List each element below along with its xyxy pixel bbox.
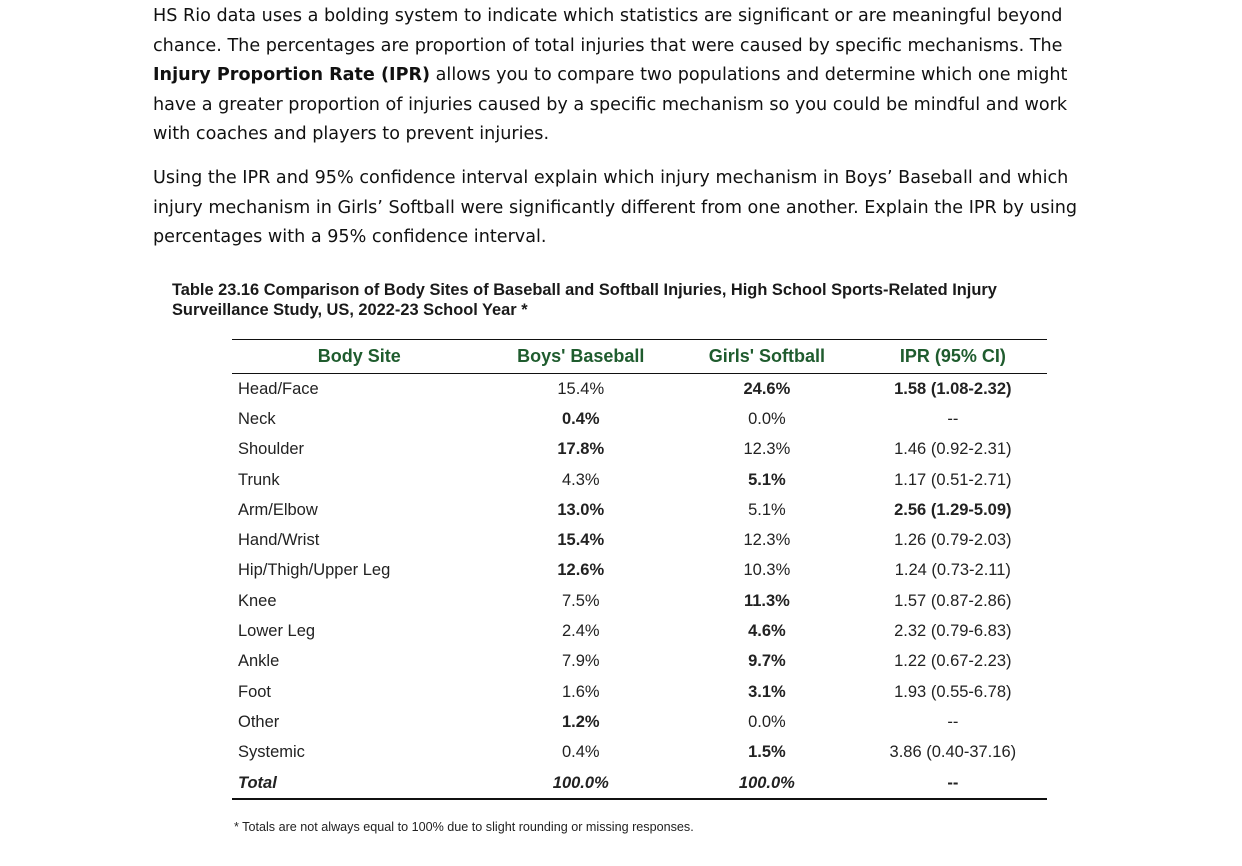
table-row [232, 647, 1047, 677]
table-row [232, 616, 1047, 646]
cell-girls-softball: 3.1% [748, 682, 786, 701]
table-row [232, 707, 1047, 737]
header-body-site: Body Site [232, 340, 486, 374]
cell-body-site: Knee [238, 591, 277, 610]
total-cell-body-site: Total [232, 768, 486, 799]
cell-ipr: 2.56 (1.29-5.09) [894, 500, 1012, 519]
cell-ipr: 1.26 (0.79-2.03) [894, 531, 1012, 550]
cell-girls-softball: 11.3% [743, 591, 790, 610]
cell-ipr: 1.46 (0.92-2.31) [894, 440, 1012, 459]
table-row [232, 738, 1047, 768]
question-paragraph: Using the IPR and 95% confidence interval explain which injury mechanism in Boys’ Baseball and which injury mechanism in Girls’ Softball were significantly different from one another. Explain the IPR by using percentages with a 95% confidence interval. [153, 168, 1078, 247]
cell-body-site: Trunk [238, 470, 280, 489]
table-row [232, 404, 1047, 434]
table-row [232, 586, 1047, 616]
cell-body-site: Hip/Thigh/Upper Leg [238, 561, 391, 580]
header-row [232, 340, 1047, 374]
cell-ipr: -- [947, 712, 959, 731]
cell-body-site: Lower Leg [238, 622, 316, 641]
cell-ipr: 1.93 (0.55-6.78) [894, 682, 1012, 701]
cell-body-site: Other [238, 712, 280, 731]
cell-boys-baseball: 7.9% [561, 652, 600, 671]
cell-boys-baseball: 2.4% [561, 622, 600, 641]
body-site-table [232, 339, 1047, 800]
table-footnote: * Totals are not always equal to 100% due to slight rounding or missing responses. [234, 820, 694, 834]
header-ipr: IPR (95% CI) [859, 340, 1047, 374]
cell-ipr: -- [947, 409, 959, 428]
total-cell-ipr: -- [859, 768, 1047, 799]
table-header [232, 340, 1047, 374]
table-row [232, 465, 1047, 495]
cell-boys-baseball: 0.4% [561, 409, 600, 428]
intro-paragraph [153, 2, 1093, 150]
cell-body-site: Arm/Elbow [238, 500, 318, 519]
cell-boys-baseball: 17.8% [557, 440, 605, 459]
cell-girls-softball: 0.0% [748, 409, 786, 428]
table-row [232, 374, 1047, 405]
table-title: Table 23.16 Comparison of Body Sites of Baseball and Softball Injuries, High School Sports-Related Injury Surveillance Study, US, 2022-23 School Year * [172, 281, 997, 319]
cell-body-site: Head/Face [238, 379, 319, 398]
cell-girls-softball: 1.5% [748, 743, 786, 762]
cell-girls-softball: 12.3% [743, 531, 791, 550]
total-cell-girls-softball: 100.0% [675, 768, 859, 799]
cell-body-site: Hand/Wrist [238, 531, 320, 550]
cell-ipr: 2.32 (0.79-6.83) [894, 622, 1012, 641]
intro-text-after: allows you to compare two populations and determine which one might have a greater proportion of injuries caused by a specific mechanism so you could be mindful and work with coaches and players to prevent injuries. [153, 65, 1068, 144]
cell-girls-softball: 12.3% [743, 440, 791, 459]
cell-boys-baseball: 15.4% [557, 379, 605, 398]
total-cell-boys-baseball: 100.0% [486, 768, 675, 799]
cell-girls-softball: 0.0% [748, 712, 786, 731]
total-row [232, 768, 1047, 799]
cell-boys-baseball: 7.5% [561, 591, 600, 610]
cell-girls-softball: 24.6% [743, 379, 791, 398]
cell-boys-baseball: 1.6% [561, 682, 600, 701]
cell-boys-baseball: 12.6% [557, 561, 605, 580]
header-girls-softball: Girls' Softball [675, 340, 859, 374]
ipr-term: Injury Proportion Rate (IPR) [153, 65, 431, 85]
cell-body-site: Foot [238, 682, 272, 701]
cell-body-site: Systemic [238, 743, 305, 762]
cell-boys-baseball: 1.2% [561, 712, 600, 731]
cell-girls-softball: 5.1% [748, 470, 786, 489]
cell-girls-softball: 10.3% [743, 561, 791, 580]
table-row [232, 525, 1047, 555]
cell-body-site: Neck [238, 409, 276, 428]
intro-text-before: HS Rio data uses a bolding system to indicate which statistics are significant or are meaningful beyond chance. The percentages are proportion of total injuries that were caused by specific mechanisms. The [153, 6, 1063, 56]
cell-girls-softball: 9.7% [748, 652, 786, 671]
cell-ipr: 1.17 (0.51-2.71) [894, 470, 1012, 489]
table-row [232, 677, 1047, 707]
cell-ipr: 1.57 (0.87-2.86) [894, 591, 1012, 610]
cell-ipr: 1.58 (1.08-2.32) [894, 379, 1012, 398]
cell-body-site: Ankle [238, 652, 280, 671]
cell-girls-softball: 4.6% [748, 622, 786, 641]
cell-girls-softball: 5.1% [748, 500, 786, 519]
cell-boys-baseball: 13.0% [557, 500, 605, 519]
table-body [232, 374, 1047, 800]
table-row [232, 435, 1047, 465]
cell-boys-baseball: 15.4% [557, 531, 605, 550]
cell-boys-baseball: 4.3% [561, 470, 600, 489]
cell-ipr: 3.86 (0.40-37.16) [889, 743, 1017, 762]
cell-ipr: 1.22 (0.67-2.23) [894, 652, 1012, 671]
table-row [232, 556, 1047, 586]
header-boys-baseball: Boys' Baseball [486, 340, 675, 374]
table-row [232, 495, 1047, 525]
cell-boys-baseball: 0.4% [561, 743, 600, 762]
cell-body-site: Shoulder [238, 440, 305, 459]
cell-ipr: 1.24 (0.73-2.11) [894, 561, 1011, 580]
